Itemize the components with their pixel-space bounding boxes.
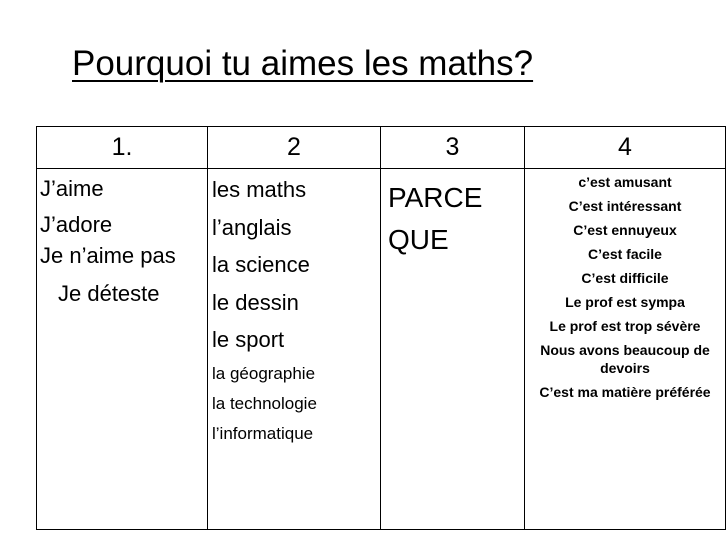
reason-item: C’est ennuyeux <box>573 222 677 238</box>
reason-item: C’est ma matière préférée <box>539 384 711 400</box>
opinion-item: J’aime <box>40 176 104 201</box>
reason-item: Le prof est trop sévère <box>549 318 701 334</box>
content-row <box>37 169 726 530</box>
subject-item: les maths <box>212 177 307 202</box>
reason-item: Le prof est sympa <box>565 294 685 310</box>
subject-item: le sport <box>212 327 285 352</box>
connector-word: PARCE <box>388 182 483 213</box>
opinion-cell <box>37 169 208 530</box>
subject-item: la technologie <box>212 393 317 413</box>
connector-word: QUE <box>388 224 449 255</box>
subject-item: la géographie <box>212 363 316 383</box>
reason-item: C’est intéressant <box>568 198 682 214</box>
reason-item: C’est difficile <box>581 270 669 286</box>
page-title: Pourquoi tu aimes les maths? <box>72 44 534 83</box>
header-col-1: 1. <box>37 127 208 169</box>
header-col-2: 2 <box>208 127 381 169</box>
subject-item: l’anglais <box>212 214 292 240</box>
opinion-item: Je n’aime pas <box>40 243 176 268</box>
reason-item: c’est amusant <box>578 174 672 190</box>
header-col-4: 4 <box>525 127 726 169</box>
reason-item: C’est facile <box>588 246 662 262</box>
subject-item: la science <box>212 252 310 277</box>
reason-item: Nous avons beaucoup de devoirs <box>540 342 710 376</box>
sentence-builder-table <box>36 126 726 530</box>
opinion-item: J’adore <box>40 212 113 237</box>
opinion-item: Je déteste <box>58 281 160 306</box>
subject-cell <box>208 169 381 530</box>
connector-cell <box>381 169 525 530</box>
subject-item: le dessin <box>212 289 299 315</box>
header-col-3: 3 <box>381 127 525 169</box>
subject-item: l’informatique <box>212 423 314 443</box>
header-row <box>37 127 726 169</box>
reason-cell <box>525 169 726 530</box>
